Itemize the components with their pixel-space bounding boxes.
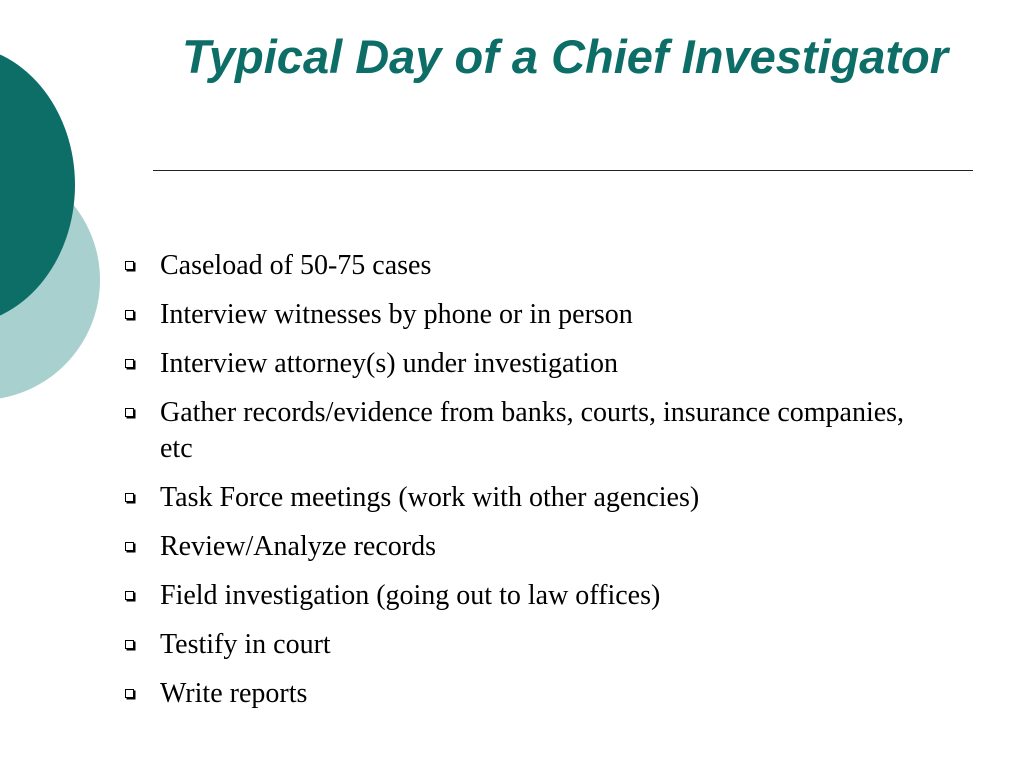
list-item — [125, 676, 925, 712]
square-bullet-icon — [125, 689, 134, 698]
square-bullet-icon — [125, 542, 134, 551]
list-item-text: Write reports — [160, 678, 308, 709]
list-item-text: Task Force meetings (work with other agencies) — [160, 482, 700, 513]
square-bullet-icon — [125, 408, 134, 417]
list-item — [125, 395, 925, 467]
list-item — [125, 627, 925, 663]
title-divider — [153, 170, 973, 171]
square-bullet-icon — [125, 359, 134, 368]
square-bullet-icon — [125, 261, 134, 270]
square-bullet-icon — [125, 640, 134, 649]
square-bullet-icon — [125, 591, 134, 600]
list-item-text: Interview witnesses by phone or in person — [160, 299, 633, 330]
square-bullet-icon — [125, 493, 134, 502]
bullet-list — [125, 248, 925, 725]
list-item — [125, 248, 925, 284]
list-item — [125, 480, 925, 516]
list-item-text: Testify in court — [160, 629, 331, 660]
square-bullet-icon — [125, 310, 134, 319]
list-item-text: Gather records/evidence from banks, courts, insurance companies, etc — [160, 397, 905, 464]
list-item — [125, 346, 925, 382]
list-item-text: Field investigation (going out to law offices) — [160, 580, 661, 611]
list-item — [125, 578, 925, 614]
list-item — [125, 297, 925, 333]
list-item — [125, 529, 925, 565]
list-item-text: Review/Analyze records — [160, 531, 436, 562]
list-item-text: Caseload of 50-75 cases — [160, 250, 432, 281]
list-item-text: Interview attorney(s) under investigation — [160, 348, 618, 379]
slide-title: Typical Day of a Chief Investigator — [181, 30, 949, 83]
